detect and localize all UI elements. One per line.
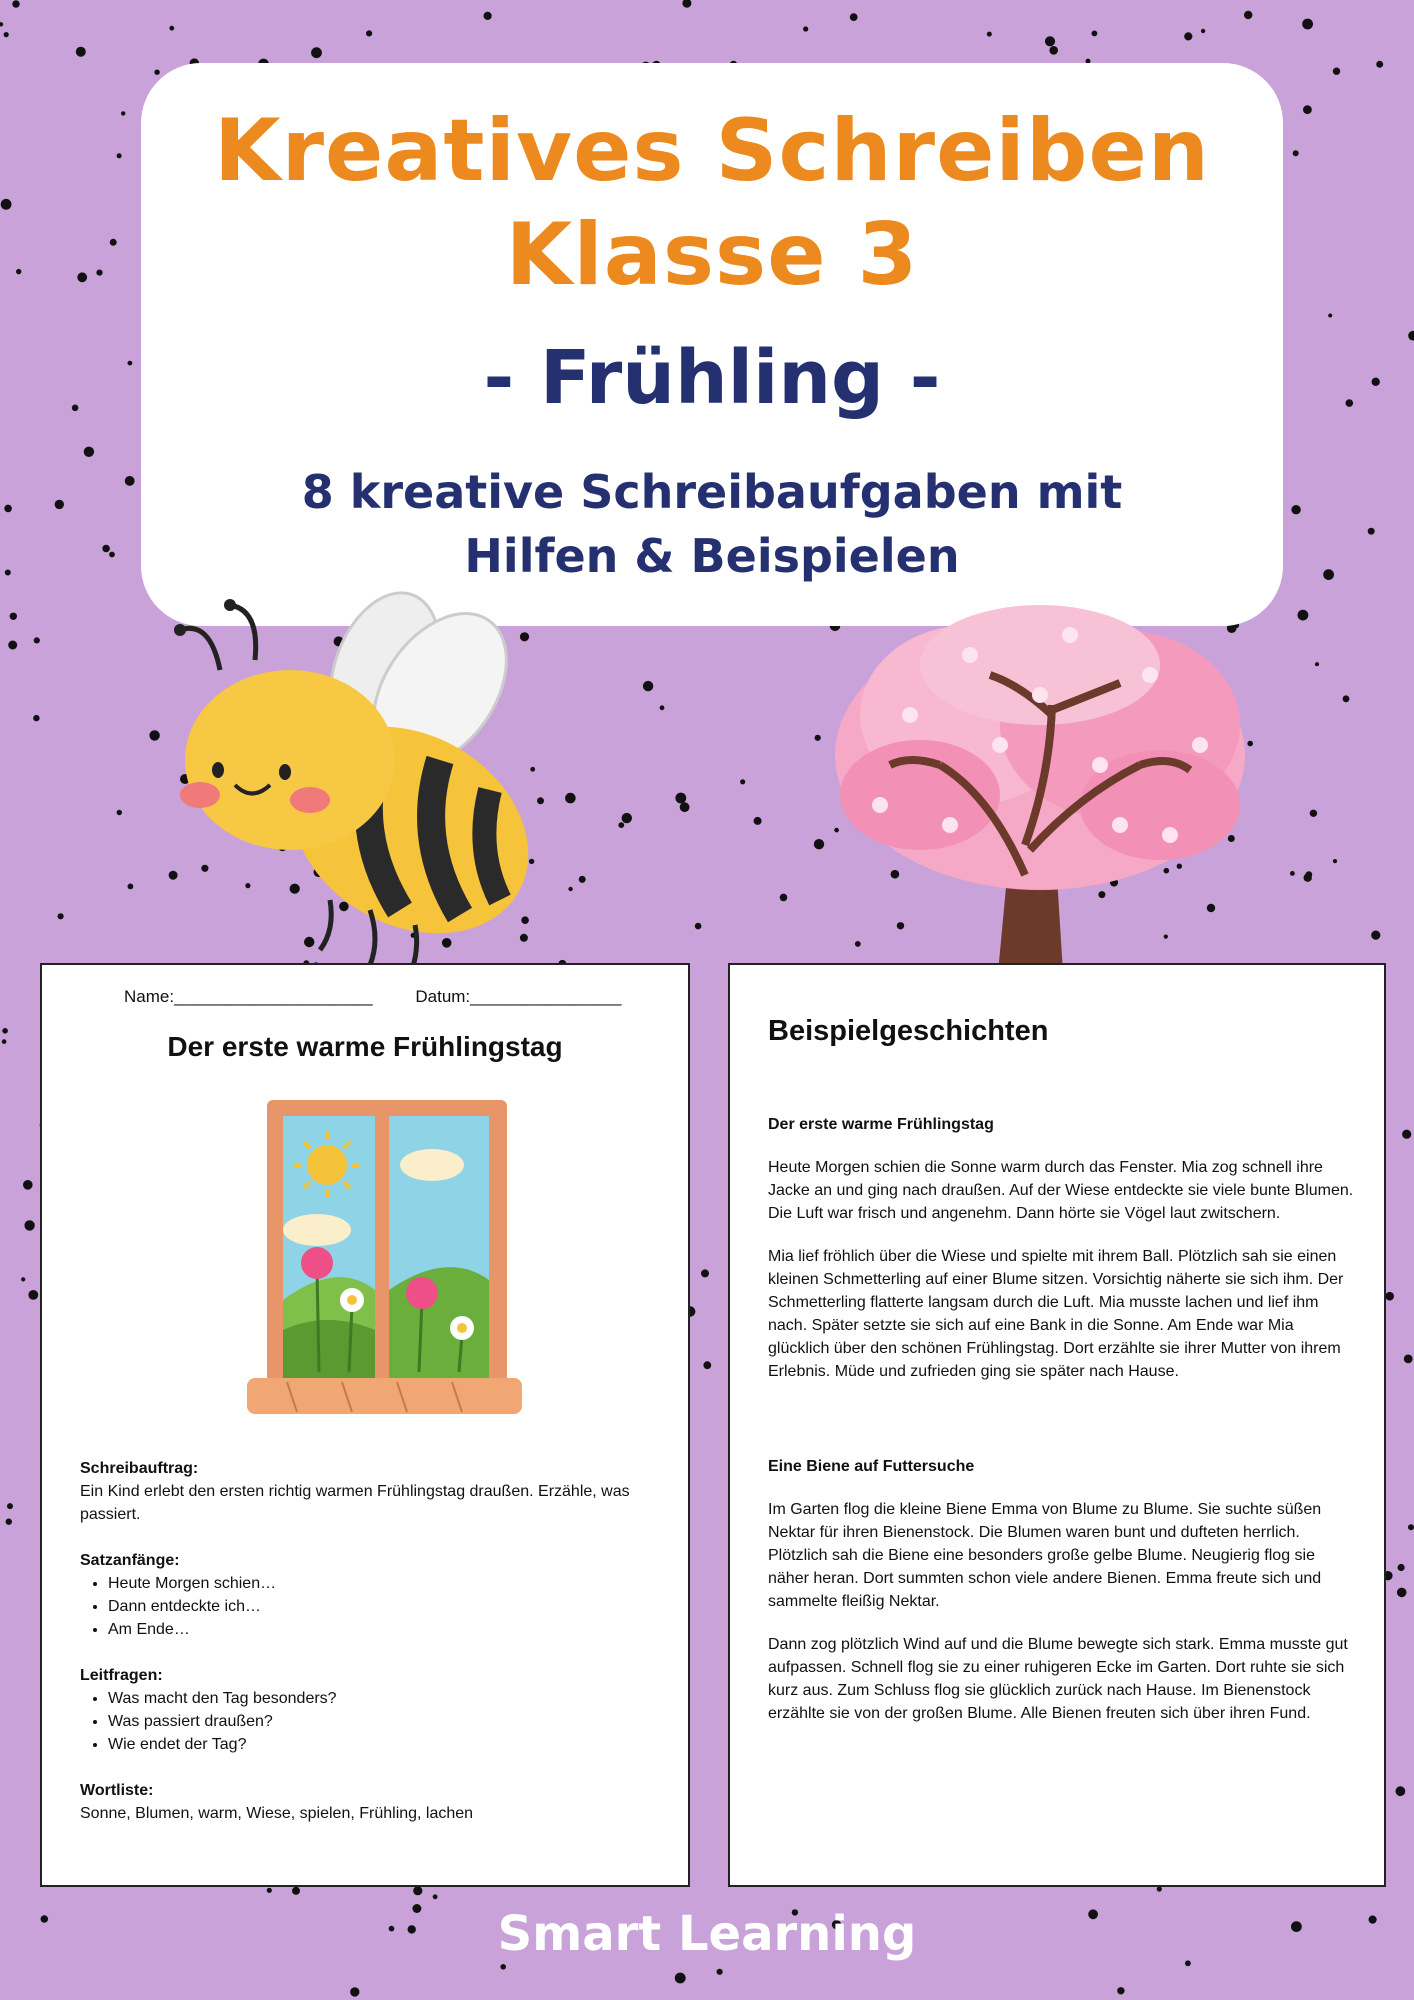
background-dot — [1298, 610, 1309, 621]
background-dot — [433, 1894, 438, 1899]
background-dot — [7, 1503, 13, 1509]
cover-subtitle-line2: Hilfen & Beispielen — [464, 529, 960, 583]
task-heading: Schreibauftrag: — [80, 1460, 199, 1477]
background-dot — [717, 1969, 723, 1975]
background-dot — [1368, 528, 1375, 535]
background-dot — [1376, 61, 1383, 68]
background-dot — [1371, 931, 1380, 940]
name-date-row — [124, 987, 621, 1007]
background-dot — [780, 894, 788, 902]
background-dot — [366, 30, 372, 36]
name-field: Name:_____________________ — [124, 987, 373, 1006]
background-dot — [622, 813, 632, 823]
background-dot — [12, 0, 19, 7]
cover-title-line1: Kreatives Schreiben — [214, 101, 1210, 201]
background-dot — [500, 1964, 506, 1970]
title-card — [141, 63, 1283, 626]
background-dot — [267, 1888, 272, 1893]
background-dot — [1244, 11, 1252, 19]
background-dot — [96, 270, 102, 276]
background-dot — [109, 552, 115, 558]
background-dot — [703, 1361, 711, 1369]
background-dot — [2, 1039, 7, 1044]
background-dot — [4, 505, 12, 513]
wordlist-heading: Wortliste: — [80, 1782, 154, 1799]
list-item: • Was passiert draußen? — [108, 1710, 660, 1733]
background-dot — [4, 32, 9, 37]
background-dot — [660, 705, 665, 710]
background-dot — [311, 47, 322, 58]
background-dot — [1328, 314, 1332, 318]
background-dot — [803, 26, 808, 31]
background-dot — [1, 199, 12, 210]
background-dot — [1402, 1130, 1411, 1139]
background-dot — [34, 637, 40, 643]
background-dot — [76, 47, 86, 57]
starters-heading: Satzanfänge: — [80, 1552, 180, 1569]
background-dot — [292, 1887, 300, 1895]
background-dot — [33, 715, 39, 721]
examples-title: Beispielgeschichten — [768, 1015, 1049, 1047]
background-dot — [77, 272, 87, 282]
background-dot — [1397, 1588, 1407, 1598]
background-dot — [127, 884, 133, 890]
story-2 — [768, 1455, 1358, 1745]
brand-logo-text: Smart Learning — [497, 1906, 917, 1962]
cherry-blossom-tree-illustration — [820, 595, 1260, 1005]
background-dot — [102, 545, 110, 553]
story-1-title: Der erste warme Frühlingstag — [768, 1116, 994, 1133]
bee-illustration — [170, 580, 540, 980]
background-dot — [1310, 810, 1317, 817]
background-dot — [680, 802, 690, 812]
background-dot — [1404, 1355, 1413, 1364]
background-dot — [1290, 871, 1295, 876]
wordlist-section — [80, 1779, 660, 1825]
background-dot — [1408, 331, 1414, 341]
list-item: • Was macht den Tag besonders? — [108, 1687, 660, 1710]
background-dot — [121, 111, 125, 115]
background-dot — [568, 887, 572, 891]
background-dot — [1343, 695, 1350, 702]
background-dot — [701, 1269, 709, 1277]
story-1-paragraph-1: Heute Morgen schien die Sonne warm durch das Fenster. Mia zog schnell ihre Jacke an und ging nach draußen. Auf der Wiese entdeckte sie viele bunte Blumen. Die Luft war frisch und angenehm. Dann hörte sie Vögel laut zwitschern. — [768, 1159, 1354, 1222]
background-dot — [987, 32, 992, 37]
worksheet-page — [40, 963, 690, 1887]
background-dot — [413, 1886, 422, 1895]
background-dot — [675, 793, 686, 804]
background-dot — [1092, 31, 1098, 37]
wordlist-text: Sonne, Blumen, warm, Wiese, spielen, Frühling, lachen — [80, 1805, 474, 1822]
date-field: Datum:________________ — [415, 987, 622, 1006]
background-dot — [1305, 871, 1312, 878]
background-dot — [6, 1519, 12, 1525]
background-dot — [740, 779, 745, 784]
background-dot — [1333, 859, 1337, 863]
background-dot — [127, 361, 132, 366]
starters-section — [80, 1549, 660, 1641]
background-dot — [1045, 36, 1055, 46]
background-dot — [1315, 662, 1319, 666]
background-dot — [16, 269, 21, 274]
background-dot — [1398, 1564, 1405, 1571]
story-1-paragraph-2: Mia lief fröhlich über die Wiese und spielte mit ihrem Ball. Plötzlich sah sie einen kleinen Schmetterling auf einer Blume sitzen. Vorsichtig näherte sie sich ihm. Der Schmetterling flatterte langsam durch die Luft. Mia musste lachen und lief ihm nach. Später setzte sie sich auf eine Bank in die Sonne. Am Ende war Mia glücklich über den schönen Frühlingstag. Dort erzählte sie ihrer Mutter von ihrem Erlebnis. Müde und zufrieden ging sie später nach Hause. — [768, 1248, 1344, 1380]
background-dot — [1396, 1786, 1406, 1796]
background-dot — [23, 1180, 33, 1190]
background-dot — [565, 793, 576, 804]
background-dot — [484, 12, 492, 20]
cover-theme: - Frühling - — [483, 335, 941, 421]
background-dot — [682, 0, 691, 8]
background-dot — [2, 1028, 8, 1034]
story-1 — [768, 1113, 1358, 1403]
background-dot — [110, 239, 117, 246]
background-dot — [125, 476, 135, 486]
background-dot — [1184, 32, 1192, 40]
background-dot — [117, 153, 122, 158]
background-dot — [1333, 68, 1340, 75]
background-dot — [1303, 105, 1312, 114]
background-dot — [117, 810, 122, 815]
background-dot — [24, 1220, 34, 1230]
background-dot — [1049, 46, 1058, 55]
story-2-title: Eine Biene auf Futtersuche — [768, 1458, 975, 1475]
background-dot — [1323, 569, 1334, 580]
task-section — [80, 1457, 660, 1526]
cover-title-line2: Klasse 3 — [505, 205, 919, 305]
background-dot — [5, 570, 11, 576]
background-dot — [28, 1290, 38, 1300]
task-text: Ein Kind erlebt den ersten richtig warmen Frühlingstag draußen. Erzähle, was passiert. — [80, 1483, 630, 1523]
worksheet-title: Der erste warme Frühlingstag — [167, 1031, 563, 1062]
example-stories-page — [728, 963, 1386, 1887]
background-dot — [1157, 1886, 1162, 1891]
background-dot — [58, 913, 64, 919]
background-dot — [679, 1975, 685, 1981]
story-2-paragraph-2: Dann zog plötzlich Wind auf und die Blume bewegte sich stark. Emma musste gut aufpassen. Schnell flog sie zu einer ruhigeren Ecke im Garten. Dort ruhte sie sich kurz aus. Zum Schluss flog sie glücklich zurück nach Hause. Im Bienenstock erzählte sie von der großen Blume. Alle Bienen freuten sich über ihren Fund. — [768, 1636, 1348, 1722]
background-dot — [1372, 378, 1380, 386]
background-dot — [149, 730, 159, 740]
background-dot — [8, 641, 17, 650]
list-item: • Am Ende… — [108, 1618, 660, 1641]
list-item: • Wie endet der Tag? — [108, 1733, 660, 1756]
background-dot — [1346, 399, 1354, 407]
background-dot — [1293, 150, 1299, 156]
background-dot — [10, 613, 17, 620]
questions-heading: Leitfragen: — [80, 1667, 163, 1684]
background-dot — [350, 1987, 359, 1996]
background-dot — [84, 447, 94, 457]
background-dot — [1302, 19, 1313, 30]
background-dot — [1408, 1524, 1414, 1530]
background-dot — [1385, 1292, 1394, 1301]
questions-section — [80, 1664, 660, 1756]
background-dot — [154, 70, 159, 75]
background-dot — [1201, 29, 1205, 33]
background-dot — [0, 22, 3, 26]
spring-window-illustration — [247, 1100, 522, 1430]
background-dot — [754, 817, 762, 825]
background-dot — [21, 1277, 25, 1281]
story-2-paragraph-1: Im Garten flog die kleine Biene Emma von Blume zu Blume. Sie suchte süßen Nektar für ihren Bienenstock. Die Blumen waren bunt und dufteten herrlich. Plötzlich sah die Biene eine besonders große gelbe Blume. Neugierig flog sie näher heran. Dort summten schon viele andere Bienen. Emma freute sich und sammelte fleißig Nektar. — [768, 1501, 1322, 1610]
background-dot — [169, 26, 174, 31]
background-dot — [72, 405, 79, 412]
background-dot — [1291, 505, 1300, 514]
list-item: • Dann entdeckte ich… — [108, 1595, 660, 1618]
background-dot — [1117, 1987, 1124, 1994]
list-item: • Heute Morgen schien… — [108, 1572, 660, 1595]
background-dot — [850, 13, 858, 21]
background-dot — [643, 681, 653, 691]
cover-subtitle-line1: 8 kreative Schreibaufgaben mit — [301, 465, 1123, 519]
background-dot — [579, 876, 586, 883]
background-dot — [618, 822, 624, 828]
background-dot — [55, 500, 64, 509]
background-dot — [695, 923, 702, 930]
